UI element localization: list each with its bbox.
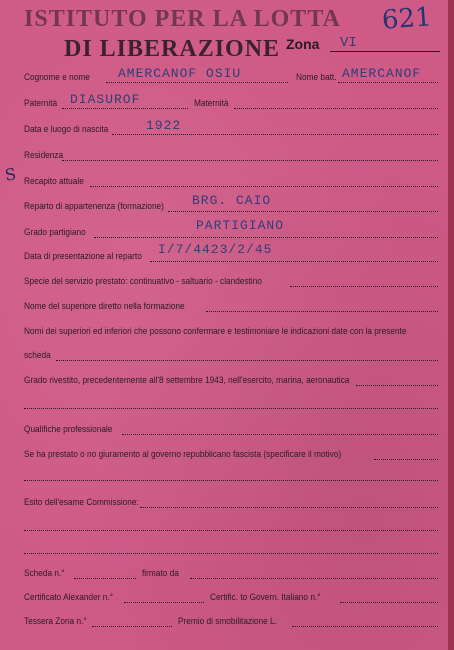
label-nome-batt: Nome batt. bbox=[296, 72, 337, 82]
line-data-presentazione bbox=[150, 261, 438, 262]
line-scheda-cont bbox=[56, 360, 438, 361]
value-data-luogo: 1922 bbox=[146, 118, 182, 133]
card-edge bbox=[448, 0, 454, 650]
line-esito-3 bbox=[24, 553, 438, 554]
line-cognome-nome bbox=[106, 82, 288, 83]
label-grado: Grado partigiano bbox=[24, 227, 86, 237]
line-grado-rivestito bbox=[356, 385, 438, 386]
label-cert-alexander: Certificato Alexander n.° bbox=[24, 592, 113, 602]
label-firmato: firmato da bbox=[142, 568, 179, 578]
label-qualifiche: Qualifiche professionale bbox=[24, 424, 113, 434]
line-superiore bbox=[206, 311, 438, 312]
line-paternita bbox=[62, 108, 188, 109]
line-cert-governo bbox=[340, 602, 438, 603]
line-giuramento-2 bbox=[24, 480, 438, 481]
line-firmato bbox=[190, 578, 438, 579]
line-recapito bbox=[90, 186, 438, 187]
value-nome-batt: AMERCANOF bbox=[342, 66, 422, 81]
line-giuramento bbox=[374, 459, 438, 460]
label-superiori: Nomi dei superiori ed inferiori che possono confermare e testimoniare le indicazioni date con la presente bbox=[24, 326, 407, 336]
line-esito-2 bbox=[24, 530, 438, 531]
line-data-luogo bbox=[112, 134, 438, 135]
zona-value: VI bbox=[340, 35, 357, 51]
label-scheda-n: Scheda n.° bbox=[24, 568, 65, 578]
label-maternita: Maternità bbox=[194, 98, 229, 108]
label-cert-governo: Certific. to Govern. Italiano n.° bbox=[210, 592, 321, 602]
institute-title-line2: DI LIBERAZIONE bbox=[64, 36, 281, 62]
line-nome-batt bbox=[338, 82, 438, 83]
zona-line bbox=[330, 51, 440, 52]
line-grado-rivestito-2 bbox=[24, 408, 438, 409]
label-scheda-cont: scheda bbox=[24, 350, 51, 360]
value-data-presentazione: I/7/4423/2/45 bbox=[158, 242, 273, 257]
line-residenza bbox=[62, 160, 438, 161]
zona-label: Zona bbox=[286, 36, 320, 52]
line-scheda-n bbox=[74, 578, 136, 579]
line-qualifiche bbox=[122, 434, 438, 435]
label-residenza: Residenza bbox=[24, 150, 64, 160]
line-reparto bbox=[168, 211, 438, 212]
handwritten-card-number: 621 bbox=[381, 2, 433, 36]
value-cognome-nome: AMERCANOF OSIU bbox=[118, 66, 242, 81]
label-cognome-nome: Cognome e nome bbox=[24, 72, 90, 82]
label-giuramento: Se ha prestato o no giuramento al governo repubblicano fascista (specificare il motivo) bbox=[24, 449, 342, 459]
label-tessera: Tessera Zona n.° bbox=[24, 616, 87, 626]
label-superiore: Nome del superiore diretto nella formazione bbox=[24, 301, 185, 311]
institute-title-line1: ISTITUTO PER LA LOTTA bbox=[24, 6, 341, 32]
line-maternita bbox=[234, 108, 438, 109]
line-tessera bbox=[92, 626, 172, 627]
line-esito bbox=[140, 507, 438, 508]
value-reparto: BRG. CAIO bbox=[192, 193, 272, 208]
label-data-presentazione: Data di presentazione al reparto bbox=[24, 251, 142, 261]
line-specie-servizio bbox=[290, 286, 438, 287]
line-cert-alexander bbox=[124, 602, 204, 603]
label-data-luogo: Data e luogo di nascita bbox=[24, 124, 109, 134]
label-recapito: Recapito attuale bbox=[24, 176, 84, 186]
line-grado bbox=[94, 237, 438, 238]
label-paternita: Paternità bbox=[24, 98, 58, 108]
margin-mark: S bbox=[3, 164, 18, 185]
label-specie-servizio: Specie del servizio prestato: continuativo - saltuario - clandestino bbox=[24, 276, 262, 286]
value-paternita: DIASUROF bbox=[70, 92, 141, 107]
value-grado: PARTIGIANO bbox=[196, 218, 285, 233]
label-grado-rivestito: Grado rivestito, precedentemente all'8 settembre 1943, nell'esercito, marina, aeronautica bbox=[24, 375, 350, 385]
label-premio: Premio di smobilitazione L. bbox=[178, 616, 277, 626]
line-premio bbox=[292, 626, 438, 627]
label-reparto: Reparto di appartenenza (formazione) bbox=[24, 201, 164, 211]
label-esito: Esito dell'esame Commissione: bbox=[24, 497, 139, 507]
